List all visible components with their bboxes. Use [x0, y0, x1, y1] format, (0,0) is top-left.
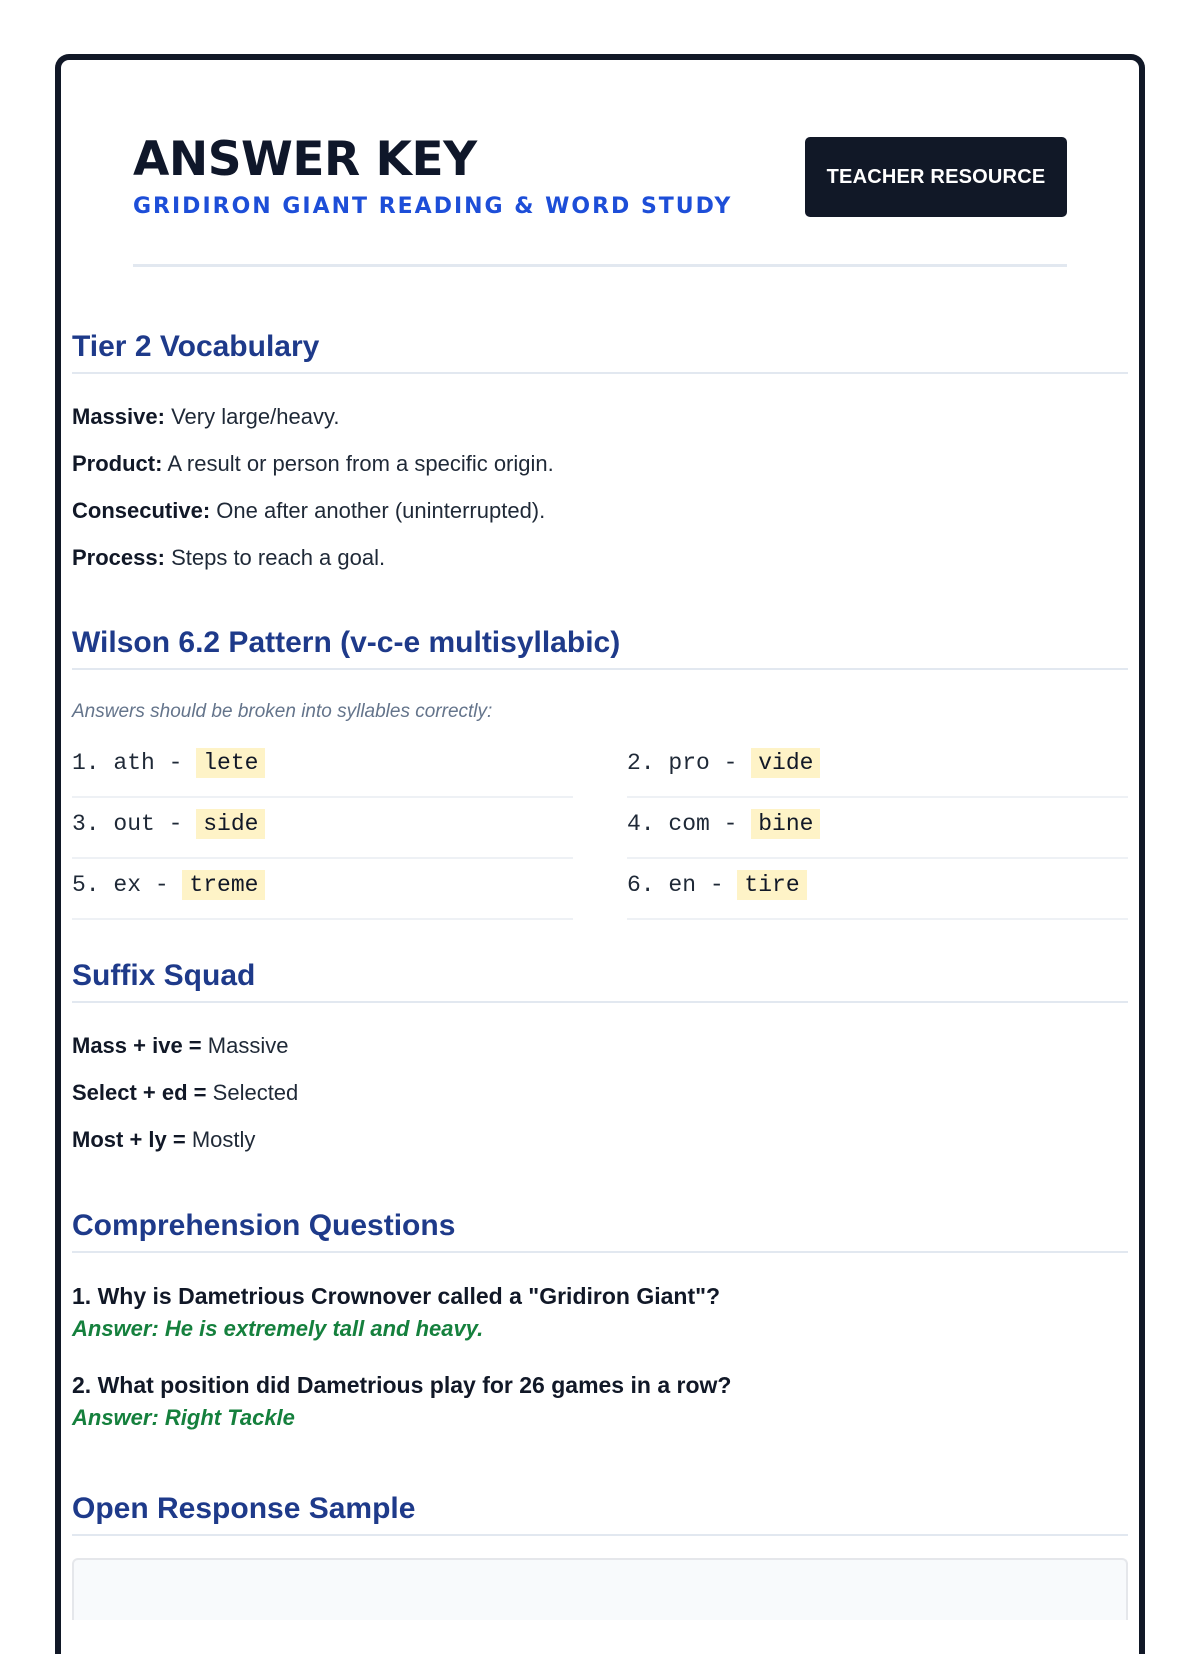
vocabulary-item	[72, 500, 1128, 547]
page-subtitle: GRIDIRON GIANT READING & WORD STUDY	[133, 194, 733, 219]
vocabulary-term: Process:	[72, 545, 165, 570]
open-response-heading: Open Response Sample	[72, 1494, 1128, 1536]
syllable-prefix: 6. en -	[627, 872, 738, 898]
vocabulary-section	[72, 332, 1128, 594]
vocabulary-term: Product:	[72, 451, 163, 476]
syllable-item	[72, 798, 573, 859]
vocabulary-list	[72, 406, 1128, 594]
comprehension-question: 1. Why is Dametrious Crownover called a "Gridiron Giant"?	[72, 1283, 721, 1309]
comprehension-item	[72, 1374, 1128, 1429]
comprehension-answer: Answer: He is extremely tall and heavy.	[72, 1316, 484, 1341]
comprehension-answer: Answer: Right Tackle	[72, 1405, 295, 1430]
sheet-header	[133, 60, 1067, 267]
vocabulary-definition: One after another (uninterrupted).	[216, 498, 546, 523]
suffix-equation: Mass + ive =	[72, 1033, 202, 1058]
vocabulary-heading: Tier 2 Vocabulary	[72, 332, 1128, 374]
vocabulary-definition: Very large/heavy.	[171, 404, 340, 429]
suffix-item	[72, 1035, 1128, 1082]
syllable-highlight: side	[196, 809, 265, 839]
syllable-prefix: 2. pro -	[627, 750, 752, 776]
suffix-result: Mostly	[191, 1127, 256, 1152]
suffix-equation: Most + ly =	[72, 1127, 186, 1152]
syllable-item	[627, 798, 1128, 859]
suffix-result: Selected	[212, 1080, 299, 1105]
vocabulary-term: Massive:	[72, 404, 165, 429]
syllable-highlight: bine	[751, 809, 820, 839]
syllable-prefix: 3. out -	[72, 811, 197, 837]
vocabulary-item	[72, 453, 1128, 500]
syllable-item	[627, 859, 1128, 920]
syllable-highlight: treme	[182, 870, 265, 900]
syllable-item	[627, 737, 1128, 798]
syllable-prefix: 1. ath -	[72, 750, 197, 776]
comprehension-question: 2. What position did Dametrious play for 26 games in a row?	[72, 1372, 732, 1398]
syllable-prefix: 4. com -	[627, 811, 752, 837]
vocabulary-definition: Steps to reach a goal.	[171, 545, 386, 570]
suffix-result: Massive	[207, 1033, 289, 1058]
syllable-item	[72, 859, 573, 920]
open-response-section	[72, 1494, 1128, 1536]
syllable-highlight: vide	[751, 748, 820, 778]
syllable-grid	[72, 737, 1128, 920]
comprehension-section	[72, 1211, 1128, 1429]
syllable-prefix: 5. ex -	[72, 872, 183, 898]
vocabulary-definition: A result or person from a specific origin.	[167, 451, 554, 476]
wilson-section	[72, 628, 1128, 920]
vocabulary-item	[72, 406, 1128, 453]
page-title: ANSWER KEY	[133, 132, 477, 187]
suffix-list	[72, 1035, 1128, 1176]
vocabulary-item	[72, 547, 1128, 594]
suffix-item	[72, 1129, 1128, 1176]
vocabulary-term: Consecutive:	[72, 498, 211, 523]
syllable-item	[72, 737, 573, 798]
wilson-heading: Wilson 6.2 Pattern (v-c-e multisyllabic)	[72, 628, 1128, 670]
suffix-heading: Suffix Squad	[72, 961, 1128, 1003]
comprehension-item	[72, 1285, 1128, 1340]
syllable-highlight: tire	[737, 870, 806, 900]
syllable-highlight: lete	[196, 748, 265, 778]
suffix-item	[72, 1082, 1128, 1129]
suffix-section	[72, 961, 1128, 1176]
suffix-equation: Select + ed =	[72, 1080, 207, 1105]
teacher-resource-badge: TEACHER RESOURCE	[805, 137, 1067, 217]
open-response-box	[72, 1558, 1128, 1620]
wilson-note: Answers should be broken into syllables correctly:	[72, 701, 493, 722]
comprehension-heading: Comprehension Questions	[72, 1211, 1128, 1253]
